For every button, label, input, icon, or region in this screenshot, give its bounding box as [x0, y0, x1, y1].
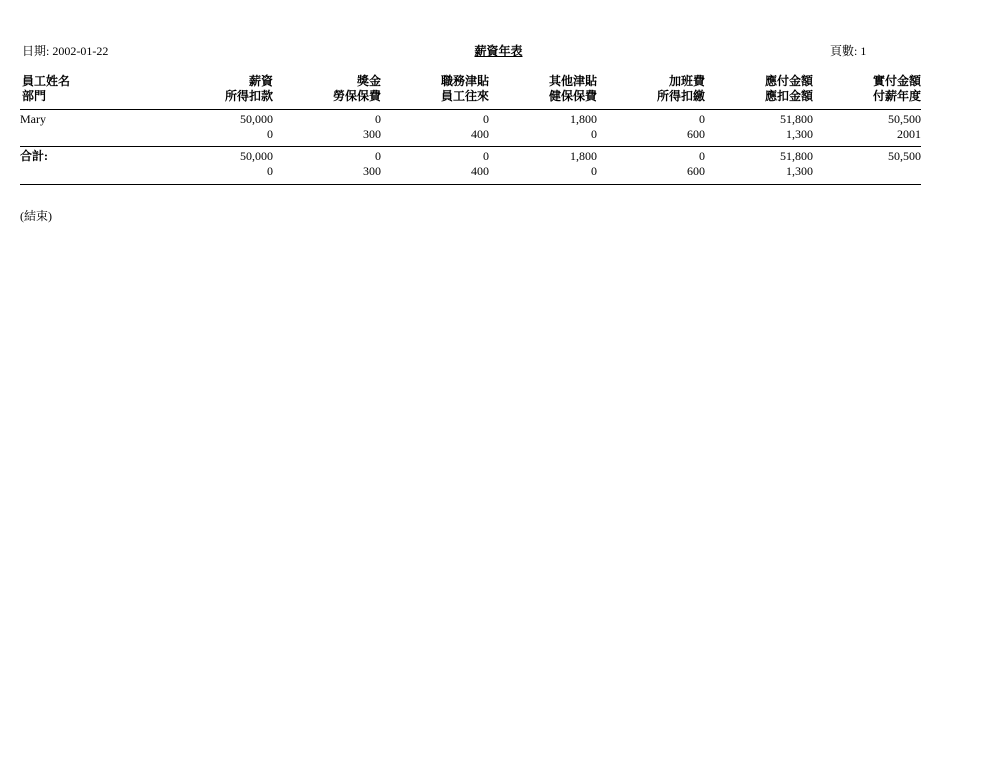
totals-cell: 50,000: [240, 149, 273, 163]
table-cell: 51,800: [780, 112, 813, 126]
column-header: [273, 74, 381, 104]
column-header-line2: 所得扣繳: [656, 89, 705, 103]
table-cell: 0: [267, 127, 273, 141]
totals-cell: 400: [471, 164, 489, 178]
totals-cell: 51,800: [780, 149, 813, 163]
report-page: [20, 0, 921, 762]
table-rule: [20, 109, 921, 110]
column-header-line2: 員工往來: [440, 89, 489, 103]
column-header-line1: 實付金額: [872, 74, 921, 88]
table-cell: 1,300: [786, 127, 813, 141]
column-header-line1: 薪資: [248, 74, 273, 88]
table-cell: 0: [483, 112, 489, 126]
table-cell: 50,500: [888, 112, 921, 126]
column-header: [597, 74, 705, 104]
totals-cell: 50,500: [888, 149, 921, 163]
report-title: 薪資年表: [474, 44, 523, 58]
totals-cell: 0: [267, 164, 273, 178]
column-header-line1: 其他津貼: [548, 74, 597, 88]
table-cell: 400: [471, 127, 489, 141]
column-header-line1: 職務津貼: [440, 74, 489, 88]
column-header: [381, 74, 489, 104]
table-rule: [20, 184, 921, 185]
table-rule: [20, 146, 921, 147]
column-header-line1: 應付金額: [764, 74, 813, 88]
page-number: 頁數: 1: [830, 44, 867, 58]
totals-cell: 0: [375, 149, 381, 163]
totals-cell: 1,800: [570, 149, 597, 163]
table-cell: 0: [591, 127, 597, 141]
table-cell: 1,800: [570, 112, 597, 126]
column-header-line1: 加班費: [668, 74, 705, 88]
totals-cell: 0: [591, 164, 597, 178]
column-header-line2: 付薪年度: [872, 89, 921, 103]
table-cell: 0: [375, 112, 381, 126]
column-header: [489, 74, 597, 104]
column-header-line2: 所得扣款: [224, 89, 273, 103]
report-date: 日期: 2002-01-22: [22, 44, 109, 58]
column-header: [22, 74, 130, 104]
totals-cell: 0: [483, 149, 489, 163]
report-end-marker: (結束): [20, 209, 52, 223]
column-header-line1: 員工姓名: [22, 74, 71, 88]
table-cell: 2001: [897, 127, 921, 141]
table-cell: 600: [687, 127, 705, 141]
column-header: [705, 74, 813, 104]
column-header-line2: 部門: [22, 89, 47, 103]
table-cell: 0: [699, 112, 705, 126]
table-cell: 300: [363, 127, 381, 141]
totals-cell: 300: [363, 164, 381, 178]
column-header-line1: 獎金: [356, 74, 381, 88]
column-header: [813, 74, 921, 104]
column-header-line2: 勞保保費: [332, 89, 381, 103]
column-header-line2: 健保保費: [548, 89, 597, 103]
totals-cell: 0: [699, 149, 705, 163]
column-header: [165, 74, 273, 104]
totals-cell: 600: [687, 164, 705, 178]
table-cell: Mary: [20, 112, 46, 126]
table-cell: 50,000: [240, 112, 273, 126]
totals-label: 合計:: [20, 149, 48, 163]
totals-cell: 1,300: [786, 164, 813, 178]
column-header-line2: 應扣金額: [764, 89, 813, 103]
